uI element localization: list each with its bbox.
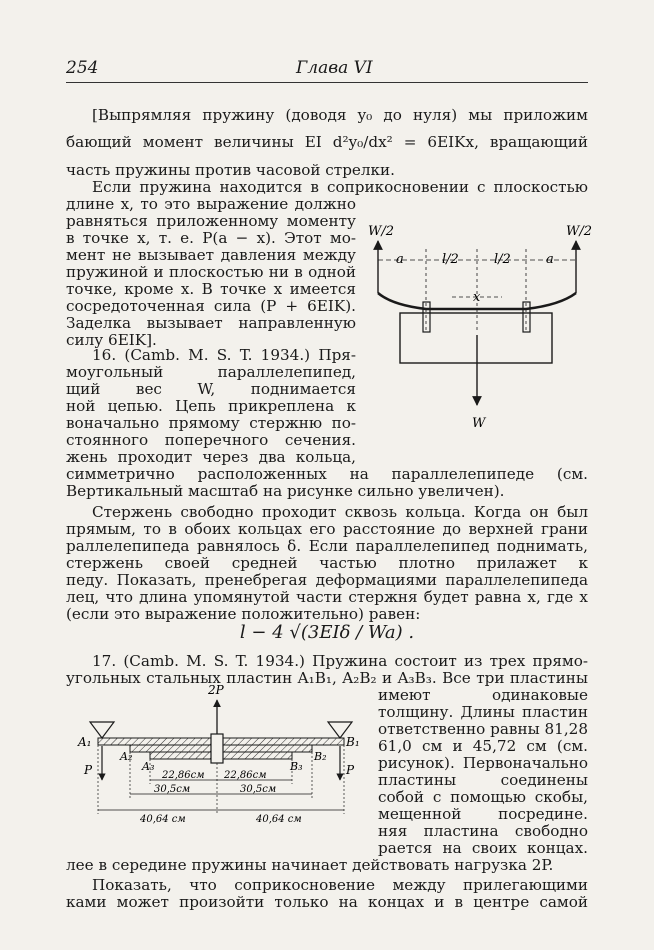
chapter-title: Глава VI [296, 58, 373, 78]
text-line: няя пластина свободно [378, 822, 588, 840]
figure-1-spring-and-block [360, 205, 600, 440]
text-line: пружиной и плоскостью ни в одной [66, 263, 356, 281]
text-line: равняться приложенному моменту [66, 212, 356, 230]
text-line: угольных стальных пластин A₁B₁, A₂B₂ и A₃B₃. Все три пластины [66, 669, 588, 687]
fig2-load-label: 2P [208, 683, 224, 697]
text-line: часть пружины против часовой стрелки. [66, 161, 396, 179]
fig1-dim-a-left: a [396, 252, 404, 267]
text-line: симметрично расположенных на параллелепипеде (см. [66, 465, 588, 483]
text-line: длине x, то это выражение должно [66, 195, 356, 213]
text-line: раллелепипеда равнялось δ. Если параллелепипед поднимать, [66, 537, 588, 555]
text-line: стоянного поперечного сечения. [66, 431, 356, 449]
text-line: бающий момент величины EI d²y₀/dx² = 6EIKx, вращающий [66, 133, 588, 151]
figure-2-leaf-spring [62, 680, 376, 825]
text-line: пластины соединены [378, 771, 588, 789]
text-line: лее в середине пружины начинает действовать нагрузка 2P. [66, 856, 554, 874]
text-line: стержень своей средней частью плотно прилажет к [66, 554, 588, 572]
problem-16-heading: 16. (Camb. M. S. T. 1934.) Пря- [92, 346, 356, 364]
text-line: Показать, что соприкосновение между прилегающими [92, 876, 588, 894]
fig2-label-B2: B₂ [314, 750, 327, 763]
text-line: прямым, то в обоих кольцах его расстояние до верхней грани [66, 520, 588, 538]
formula: l − 4 √(3EIδ / Wa) . [239, 622, 415, 643]
fig2-dim-mid-right: 30,5см [240, 784, 277, 795]
fig1-ring-left [423, 302, 430, 332]
text-line: Стержень свободно проходит сквозь кольца. Когда он был [92, 503, 588, 521]
text-line: лец, что длина упомянутой части стержня будет равна x, где x [66, 588, 588, 606]
text-line: мент не вызывает давления между [66, 246, 356, 264]
text-line: жень проходит через два кольца, [66, 448, 356, 466]
text-line: собой с помощью скобы, [378, 788, 588, 806]
fig1-load-right-label: W/2 [566, 224, 593, 239]
text-line: в точке x, т. е. P(a − x). Этот мо- [66, 229, 356, 247]
header-rule [66, 82, 588, 83]
problem-17-heading: 17. (Camb. M. S. T. 1934.) Пружина состоит из трех прямо- [92, 652, 588, 670]
fig2-dim-inner-left: 22,86см [162, 770, 205, 781]
fig2-dim-outer-right: 40,64 см [256, 814, 302, 825]
fig2-label-A2: A₂ [120, 750, 133, 763]
text-line: щий вес W, поднимается [66, 380, 356, 398]
fig2-support-left [90, 722, 114, 738]
fig2-label-B3: B₃ [290, 760, 303, 773]
text-line: педу. Показать, пренебрегая деформациями параллелепипеда [66, 571, 588, 589]
fig2-label-A1: A₁ [78, 735, 92, 749]
text-line: (если это выражение положительно) равен: [66, 605, 421, 623]
text-line: ками может произойти только на концах и в центре самой [66, 893, 588, 911]
page-number: 254 [66, 58, 99, 78]
text-line: Заделка вызывает направленную [66, 314, 356, 332]
fig1-dim-x: x [473, 290, 481, 305]
text-line: воначально прямому стержню по- [66, 414, 356, 432]
fig2-force-left-label: P [84, 763, 93, 777]
text-line: [Выпрямляя пружину (доводя y₀ до нуля) мы приложим [92, 106, 588, 124]
fig2-label-A3: A₃ [142, 760, 155, 773]
fig2-dim-outer-left: 40,64 см [140, 814, 186, 825]
text-line: ответственно равны 81,28 [378, 720, 588, 738]
text-line: сосредоточенная сила (P + 6EIK). [66, 297, 356, 315]
text-line: имеют одинаковые [378, 686, 588, 704]
fig2-label-B1: B₁ [346, 735, 360, 749]
text-line: рается на своих концах. [378, 839, 588, 857]
fig1-dim-l2-right: l/2 [494, 252, 511, 267]
text-line: толщину. Длины пластин [378, 703, 588, 721]
text-line: ной цепью. Цепь прикреплена к [66, 397, 356, 415]
text-line: силу 6EIK]. [66, 331, 157, 349]
text-line: точке, кроме x. В точке x имеется [66, 280, 356, 298]
fig1-dim-l2-left: l/2 [442, 252, 459, 267]
text-line: 61,0 см и 45,72 см (см. [378, 737, 588, 755]
text-line: рисунок). Первоначально [378, 754, 588, 772]
text-line: мещенной посредине. [378, 805, 588, 823]
fig1-ring-right [523, 302, 530, 332]
text-line: моугольный параллелепипед, [66, 363, 356, 381]
fig2-force-right-label: P [346, 763, 355, 777]
fig2-dim-inner-right: 22,86см [224, 770, 267, 781]
text-line: Если пружина находится в соприкосновении с плоскостью [92, 178, 588, 196]
fig1-weight-label: W [472, 416, 486, 431]
fig1-load-left-label: W/2 [368, 224, 395, 239]
fig2-dim-mid-left: 30,5см [154, 784, 191, 795]
fig1-dim-a-right: a [546, 252, 554, 267]
text-line: Вертикальный масштаб на рисунке сильно увеличен). [66, 482, 505, 500]
fig2-clamp [211, 734, 223, 763]
